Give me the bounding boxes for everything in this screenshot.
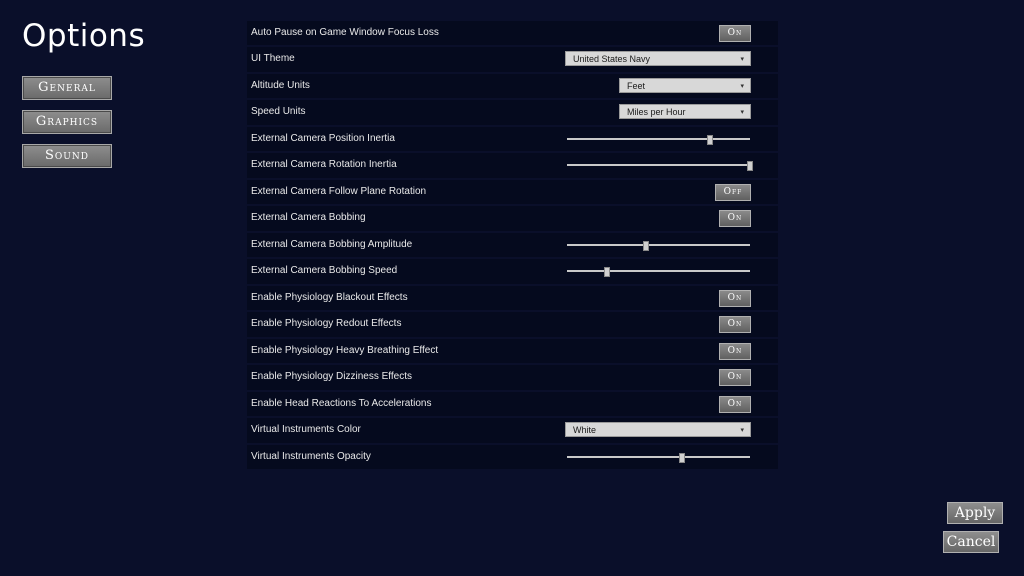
select-value: United States Navy — [573, 54, 651, 65]
setting-label: Virtual Instruments Color — [251, 424, 361, 436]
nav-sound-button[interactable]: Sound — [22, 144, 112, 168]
setting-label: External Camera Follow Plane Rotation — [251, 185, 427, 197]
toggle-button[interactable]: On — [719, 396, 751, 413]
slider-track[interactable] — [567, 456, 750, 458]
setting-row — [247, 339, 778, 363]
setting-label: External Camera Bobbing Amplitude — [251, 238, 413, 250]
setting-row — [247, 100, 778, 124]
chevron-down-icon: ▾ — [740, 56, 744, 64]
toggle-button[interactable]: On — [719, 290, 751, 307]
setting-row — [247, 286, 778, 310]
slider-thumb[interactable] — [643, 241, 649, 251]
setting-label: Speed Units — [251, 106, 306, 118]
setting-label: External Camera Bobbing — [251, 212, 366, 224]
select-value: Miles per Hour — [627, 107, 686, 118]
apply-button[interactable]: Apply — [947, 502, 1003, 524]
setting-label: Enable Physiology Dizziness Effects — [251, 371, 413, 383]
setting-row — [247, 74, 778, 98]
slider-thumb[interactable] — [707, 135, 713, 145]
setting-row — [247, 259, 778, 283]
slider-thumb[interactable] — [747, 161, 753, 171]
select-dropdown[interactable] — [619, 104, 751, 119]
cancel-button[interactable]: Cancel — [943, 531, 999, 553]
toggle-button[interactable]: On — [719, 25, 751, 42]
toggle-button[interactable]: Off — [715, 184, 751, 201]
page-title: Options — [22, 18, 146, 54]
options-nav — [22, 76, 112, 178]
setting-row — [247, 180, 778, 204]
slider-thumb[interactable] — [604, 267, 610, 277]
chevron-down-icon: ▾ — [740, 427, 744, 435]
setting-label: Enable Physiology Redout Effects — [251, 318, 402, 330]
setting-label: External Camera Rotation Inertia — [251, 159, 397, 171]
toggle-button[interactable]: On — [719, 343, 751, 360]
settings-panel — [247, 21, 778, 471]
setting-label: External Camera Position Inertia — [251, 132, 395, 144]
select-dropdown[interactable] — [565, 422, 751, 437]
setting-row — [247, 206, 778, 230]
nav-graphics-button[interactable]: Graphics — [22, 110, 112, 134]
slider-thumb[interactable] — [679, 453, 685, 463]
setting-row — [247, 365, 778, 389]
setting-label: UI Theme — [251, 53, 295, 65]
setting-row — [247, 418, 778, 442]
setting-label: Altitude Units — [251, 79, 310, 91]
select-dropdown[interactable] — [619, 78, 751, 93]
setting-label: Enable Physiology Blackout Effects — [251, 291, 408, 303]
toggle-button[interactable]: On — [719, 210, 751, 227]
slider-track[interactable] — [567, 138, 750, 140]
chevron-down-icon: ▾ — [740, 82, 744, 90]
toggle-button[interactable]: On — [719, 369, 751, 386]
setting-row — [247, 127, 778, 151]
slider-track[interactable] — [567, 164, 750, 166]
select-dropdown[interactable] — [565, 51, 751, 66]
nav-general-button[interactable]: General — [22, 76, 112, 100]
setting-row — [247, 392, 778, 416]
select-value: White — [573, 425, 597, 436]
setting-row — [247, 233, 778, 257]
setting-label: Enable Head Reactions To Accelerations — [251, 397, 432, 409]
setting-label: Enable Physiology Heavy Breathing Effect — [251, 344, 439, 356]
setting-row — [247, 21, 778, 45]
setting-label: External Camera Bobbing Speed — [251, 265, 398, 277]
setting-row — [247, 153, 778, 177]
setting-row — [247, 312, 778, 336]
setting-row — [247, 445, 778, 469]
chevron-down-icon: ▾ — [740, 109, 744, 117]
slider-track[interactable] — [567, 270, 750, 272]
setting-label: Auto Pause on Game Window Focus Loss — [251, 27, 439, 38]
toggle-button[interactable]: On — [719, 316, 751, 333]
setting-label: Virtual Instruments Opacity — [251, 450, 371, 462]
slider-track[interactable] — [567, 244, 750, 246]
setting-row — [247, 47, 778, 71]
select-value: Feet — [627, 80, 646, 91]
